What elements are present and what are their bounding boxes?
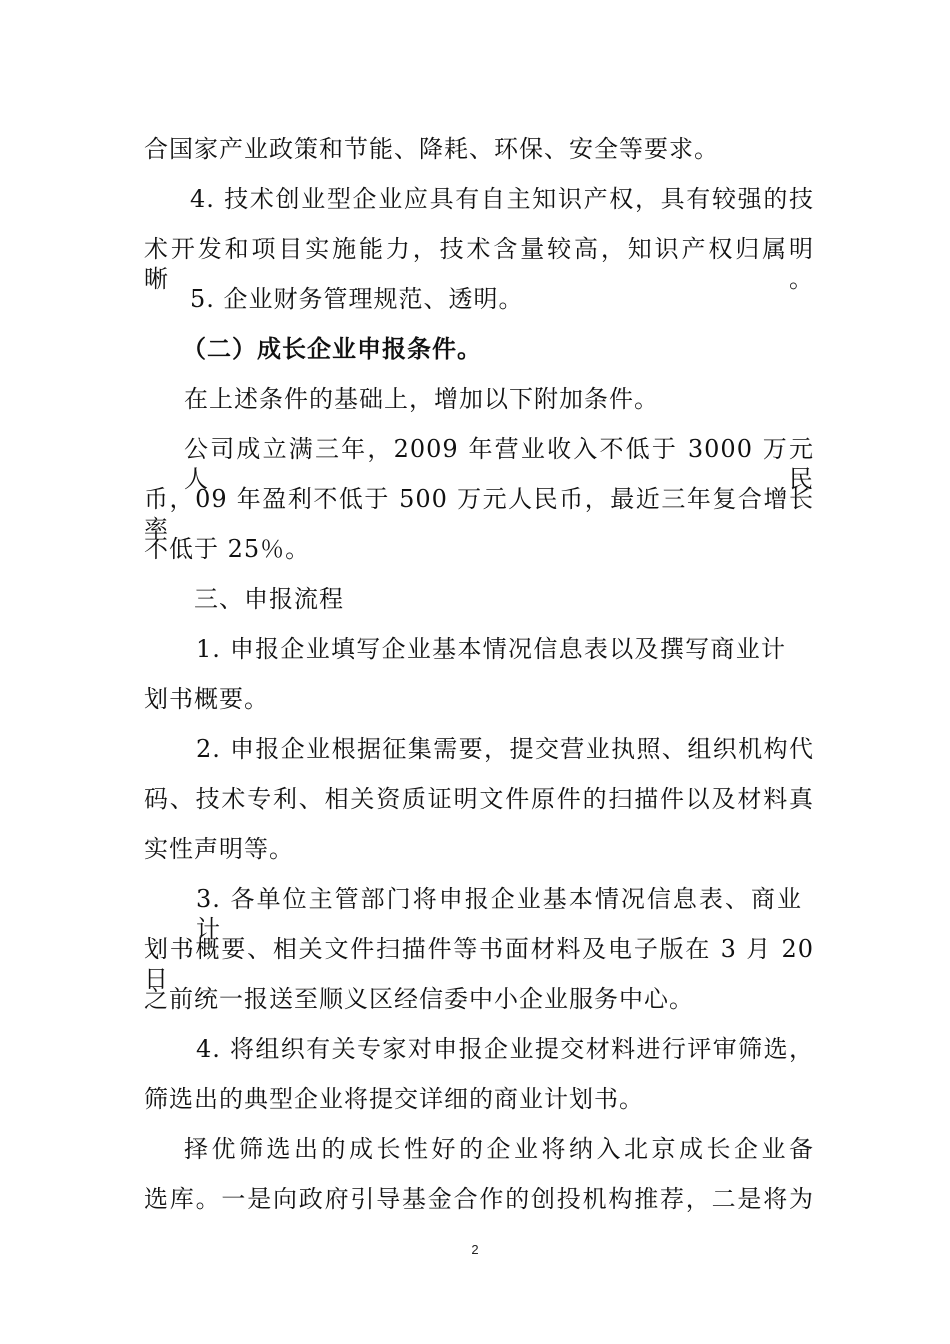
text-line: 3. 各单位主管部门将申报企业基本情况信息表、商业计: [196, 885, 802, 943]
text-line: 术开发和项目实施能力，技术含量较高，知识产权归属明晰。: [144, 235, 814, 293]
text-line: 4. 将组织有关专家对申报企业提交材料进行评审筛选，: [196, 1035, 814, 1063]
text-line: 择优筛选出的成长性好的企业将纳入北京成长企业备: [184, 1135, 814, 1163]
text-line: 实性声明等。: [144, 835, 294, 863]
text-line: 筛选出的典型企业将提交详细的商业计划书。: [144, 1085, 644, 1113]
page-number: 2: [471, 1242, 479, 1257]
text-line: 公司成立满三年，2009 年营业收入不低于 3000 万元人民: [184, 435, 814, 493]
text-line: 在上述条件的基础上，增加以下附加条件。: [184, 385, 659, 413]
text-line: 选库。一是向政府引导基金合作的创投机构推荐，二是将为: [144, 1185, 814, 1213]
text-line: 币，09 年盈利不低于 500 万元人民币，最近三年复合增长率: [144, 485, 814, 543]
section-heading: （二）成长企业申报条件。: [182, 335, 482, 363]
text-line: 之前统一报送至顺义区经信委中小企业服务中心。: [144, 985, 694, 1013]
text-line: 码、技术专利、相关资质证明文件原件的扫描件以及材料真: [144, 785, 814, 813]
text-line: 5. 企业财务管理规范、透明。: [190, 285, 524, 313]
text-line: 合国家产业政策和节能、降耗、环保、安全等要求。: [144, 135, 719, 163]
text-line: 不低于 25％。: [144, 535, 311, 563]
text-line: 划书概要。: [144, 685, 269, 713]
section-heading: 三、申报流程: [194, 585, 344, 613]
text-line: 2. 申报企业根据征集需要，提交营业执照、组织机构代: [196, 735, 814, 763]
text-line: 4. 技术创业型企业应具有自主知识产权，具有较强的技: [190, 185, 814, 213]
text-line: 1. 申报企业填写企业基本情况信息表以及撰写商业计: [196, 635, 786, 663]
text-line: 划书概要、相关文件扫描件等书面材料及电子版在 3 月 20 日: [144, 935, 814, 993]
